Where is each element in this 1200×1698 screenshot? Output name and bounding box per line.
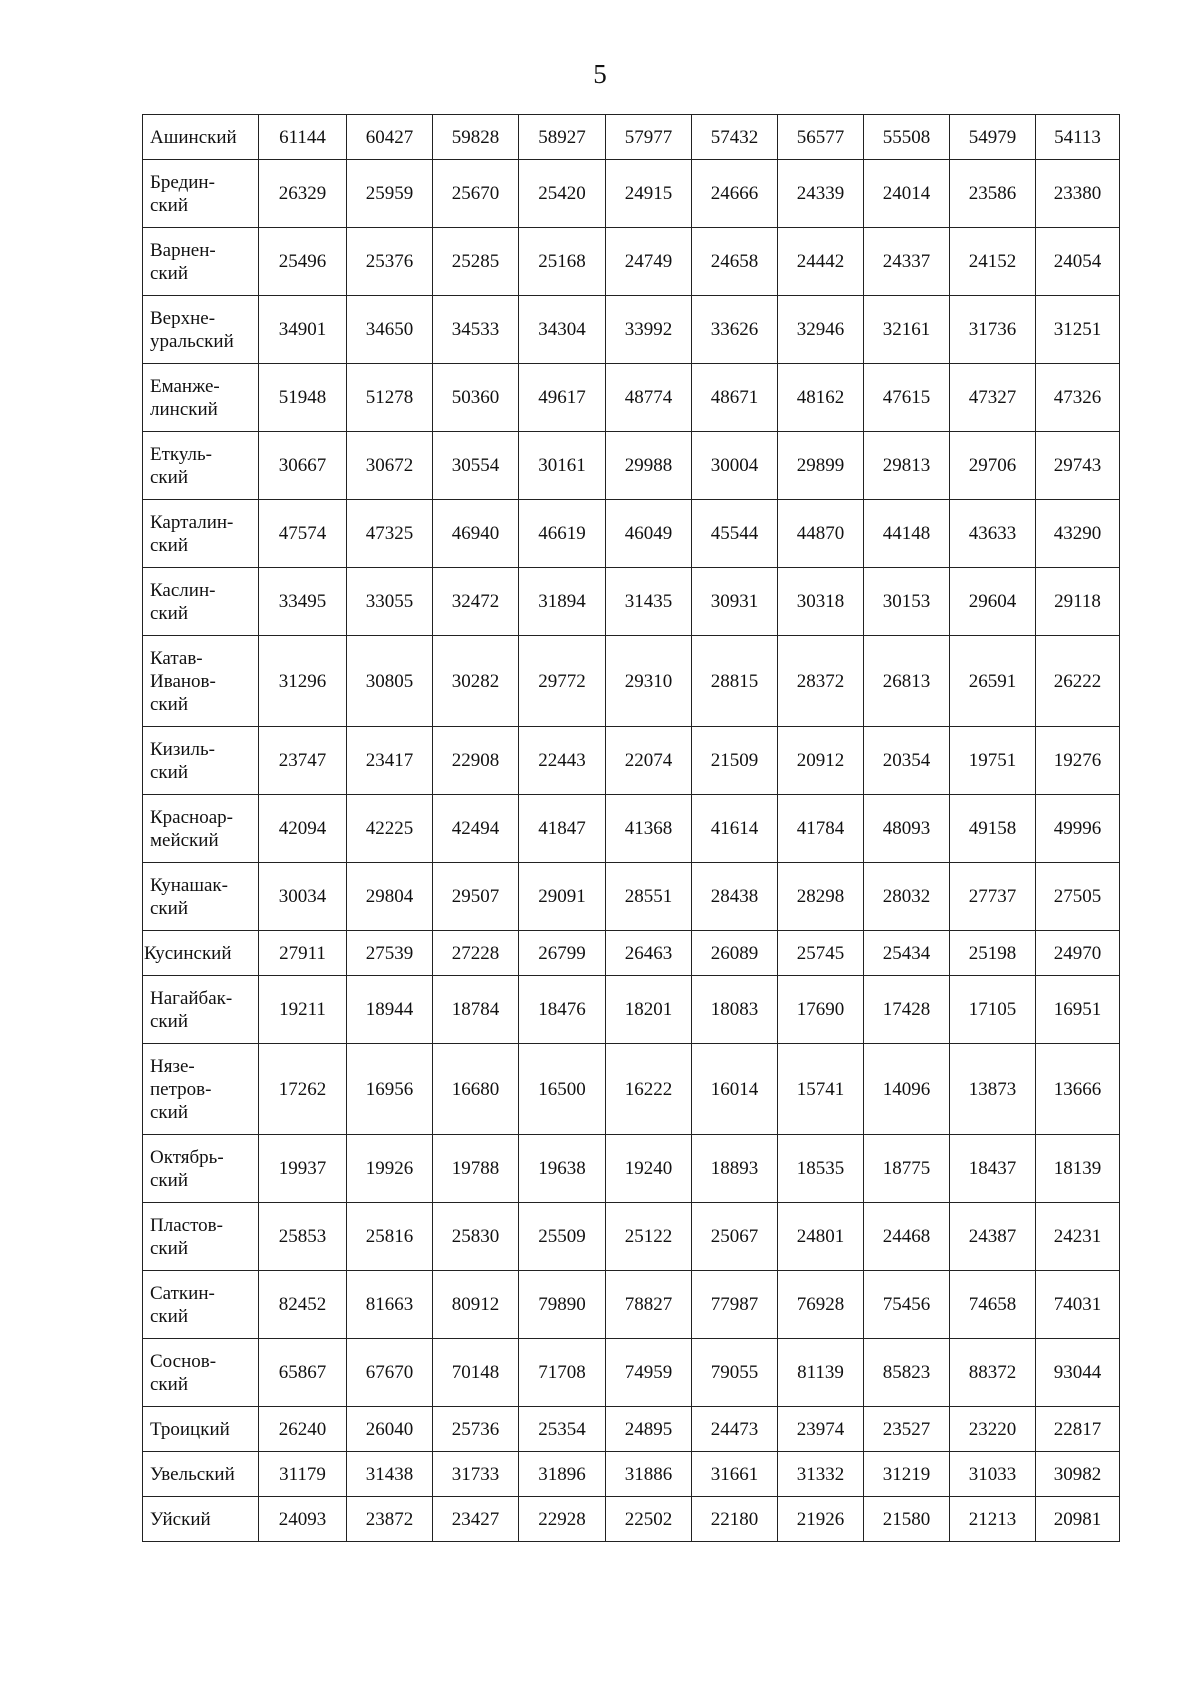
district-name-cell: Еманже- линский [143, 364, 259, 432]
value-cell: 30554 [433, 432, 519, 500]
value-cell: 54979 [950, 115, 1036, 160]
value-cell: 85823 [864, 1339, 950, 1407]
value-cell: 43290 [1036, 500, 1120, 568]
district-name-cell: Нязе- петров- ский [143, 1044, 259, 1135]
value-cell: 47326 [1036, 364, 1120, 432]
value-cell: 26240 [259, 1407, 347, 1452]
value-cell: 81663 [347, 1271, 433, 1339]
value-cell: 22074 [606, 727, 692, 795]
value-cell: 49617 [519, 364, 606, 432]
value-cell: 16500 [519, 1044, 606, 1135]
value-cell: 79890 [519, 1271, 606, 1339]
value-cell: 24895 [606, 1407, 692, 1452]
value-cell: 23974 [778, 1407, 864, 1452]
value-cell: 78827 [606, 1271, 692, 1339]
value-cell: 25198 [950, 931, 1036, 976]
value-cell: 71708 [519, 1339, 606, 1407]
value-cell: 21580 [864, 1497, 950, 1542]
value-cell: 49158 [950, 795, 1036, 863]
value-cell: 46619 [519, 500, 606, 568]
value-cell: 31733 [433, 1452, 519, 1497]
value-cell: 28551 [606, 863, 692, 931]
value-cell: 75456 [864, 1271, 950, 1339]
value-cell: 29772 [519, 636, 606, 727]
district-name-cell: Соснов- ский [143, 1339, 259, 1407]
value-cell: 74031 [1036, 1271, 1120, 1339]
value-cell: 61144 [259, 115, 347, 160]
value-cell: 19638 [519, 1135, 606, 1203]
value-cell: 18476 [519, 976, 606, 1044]
value-cell: 28372 [778, 636, 864, 727]
value-cell: 55508 [864, 115, 950, 160]
value-cell: 47327 [950, 364, 1036, 432]
value-cell: 65867 [259, 1339, 347, 1407]
value-cell: 54113 [1036, 115, 1120, 160]
value-cell: 25496 [259, 228, 347, 296]
table-row [143, 727, 1120, 795]
value-cell: 26463 [606, 931, 692, 976]
value-cell: 21509 [692, 727, 778, 795]
value-cell: 17428 [864, 976, 950, 1044]
district-name-cell: Карталин- ский [143, 500, 259, 568]
value-cell: 70148 [433, 1339, 519, 1407]
value-cell: 31332 [778, 1452, 864, 1497]
value-cell: 18083 [692, 976, 778, 1044]
value-cell: 42225 [347, 795, 433, 863]
value-cell: 31435 [606, 568, 692, 636]
value-cell: 17690 [778, 976, 864, 1044]
value-cell: 19926 [347, 1135, 433, 1203]
value-cell: 24473 [692, 1407, 778, 1452]
value-cell: 19937 [259, 1135, 347, 1203]
value-cell: 57977 [606, 115, 692, 160]
district-name-cell: Ашинский [143, 115, 259, 160]
value-cell: 31886 [606, 1452, 692, 1497]
value-cell: 30672 [347, 432, 433, 500]
table-row [143, 1339, 1120, 1407]
value-cell: 18775 [864, 1135, 950, 1203]
value-cell: 34901 [259, 296, 347, 364]
value-cell: 41368 [606, 795, 692, 863]
value-cell: 16956 [347, 1044, 433, 1135]
value-cell: 48093 [864, 795, 950, 863]
value-cell: 18139 [1036, 1135, 1120, 1203]
value-cell: 30318 [778, 568, 864, 636]
value-cell: 30004 [692, 432, 778, 500]
value-cell: 25434 [864, 931, 950, 976]
district-name-cell: Еткуль- ский [143, 432, 259, 500]
value-cell: 25736 [433, 1407, 519, 1452]
value-cell: 28815 [692, 636, 778, 727]
value-cell: 20354 [864, 727, 950, 795]
value-cell: 24468 [864, 1203, 950, 1271]
value-cell: 30667 [259, 432, 347, 500]
value-cell: 34533 [433, 296, 519, 364]
value-cell: 27737 [950, 863, 1036, 931]
value-cell: 29091 [519, 863, 606, 931]
value-cell: 29804 [347, 863, 433, 931]
value-cell: 34650 [347, 296, 433, 364]
table-row [143, 1497, 1120, 1542]
district-name-cell: Саткин- ский [143, 1271, 259, 1339]
value-cell: 30153 [864, 568, 950, 636]
table-row [143, 931, 1120, 976]
table-row [143, 1044, 1120, 1135]
value-cell: 25122 [606, 1203, 692, 1271]
value-cell: 24658 [692, 228, 778, 296]
value-cell: 13666 [1036, 1044, 1120, 1135]
value-cell: 24093 [259, 1497, 347, 1542]
value-cell: 29813 [864, 432, 950, 500]
population-table [142, 114, 1120, 1542]
value-cell: 25168 [519, 228, 606, 296]
value-cell: 23380 [1036, 160, 1120, 228]
value-cell: 23527 [864, 1407, 950, 1452]
value-cell: 16222 [606, 1044, 692, 1135]
value-cell: 22180 [692, 1497, 778, 1542]
value-cell: 21926 [778, 1497, 864, 1542]
value-cell: 48774 [606, 364, 692, 432]
table-row [143, 228, 1120, 296]
table-row [143, 1407, 1120, 1452]
table-row [143, 364, 1120, 432]
district-name-cell: Кунашак- ский [143, 863, 259, 931]
district-name-cell: Октябрь- ский [143, 1135, 259, 1203]
value-cell: 41784 [778, 795, 864, 863]
value-cell: 47325 [347, 500, 433, 568]
value-cell: 32161 [864, 296, 950, 364]
value-cell: 25745 [778, 931, 864, 976]
value-cell: 33055 [347, 568, 433, 636]
value-cell: 31736 [950, 296, 1036, 364]
value-cell: 17105 [950, 976, 1036, 1044]
table-row [143, 976, 1120, 1044]
district-name-cell: Нагайбак- ский [143, 976, 259, 1044]
value-cell: 25376 [347, 228, 433, 296]
district-name-cell: Троицкий [143, 1407, 259, 1452]
value-cell: 28032 [864, 863, 950, 931]
value-cell: 82452 [259, 1271, 347, 1339]
value-cell: 26222 [1036, 636, 1120, 727]
district-name-cell: Каслин- ский [143, 568, 259, 636]
value-cell: 50360 [433, 364, 519, 432]
value-cell: 43633 [950, 500, 1036, 568]
district-name-cell: Кусинский [143, 931, 259, 976]
value-cell: 26040 [347, 1407, 433, 1452]
value-cell: 30034 [259, 863, 347, 931]
value-cell: 30805 [347, 636, 433, 727]
value-cell: 24915 [606, 160, 692, 228]
value-cell: 46049 [606, 500, 692, 568]
value-cell: 29310 [606, 636, 692, 727]
value-cell: 81139 [778, 1339, 864, 1407]
page-number: 5 [593, 59, 607, 89]
value-cell: 19788 [433, 1135, 519, 1203]
value-cell: 31896 [519, 1452, 606, 1497]
value-cell: 29118 [1036, 568, 1120, 636]
value-cell: 24387 [950, 1203, 1036, 1271]
value-cell: 80912 [433, 1271, 519, 1339]
value-cell: 18535 [778, 1135, 864, 1203]
value-cell: 21213 [950, 1497, 1036, 1542]
value-cell: 42094 [259, 795, 347, 863]
value-cell: 46940 [433, 500, 519, 568]
value-cell: 20912 [778, 727, 864, 795]
value-cell: 58927 [519, 115, 606, 160]
value-cell: 28438 [692, 863, 778, 931]
value-cell: 16951 [1036, 976, 1120, 1044]
value-cell: 34304 [519, 296, 606, 364]
value-cell: 30931 [692, 568, 778, 636]
value-cell: 44148 [864, 500, 950, 568]
value-cell: 14096 [864, 1044, 950, 1135]
value-cell: 26329 [259, 160, 347, 228]
value-cell: 25959 [347, 160, 433, 228]
district-name-cell: Пластов- ский [143, 1203, 259, 1271]
value-cell: 23220 [950, 1407, 1036, 1452]
value-cell: 93044 [1036, 1339, 1120, 1407]
value-cell: 26799 [519, 931, 606, 976]
district-name-cell: Катав- Иванов- ский [143, 636, 259, 727]
value-cell: 25816 [347, 1203, 433, 1271]
value-cell: 23747 [259, 727, 347, 795]
district-name-cell: Уйский [143, 1497, 259, 1542]
value-cell: 30161 [519, 432, 606, 500]
value-cell: 30982 [1036, 1452, 1120, 1497]
table-body [143, 115, 1120, 1542]
value-cell: 28298 [778, 863, 864, 931]
value-cell: 27228 [433, 931, 519, 976]
value-cell: 60427 [347, 115, 433, 160]
value-cell: 56577 [778, 115, 864, 160]
value-cell: 42494 [433, 795, 519, 863]
table-row [143, 500, 1120, 568]
value-cell: 41614 [692, 795, 778, 863]
value-cell: 18784 [433, 976, 519, 1044]
value-cell: 26813 [864, 636, 950, 727]
table-row [143, 1135, 1120, 1203]
value-cell: 24337 [864, 228, 950, 296]
value-cell: 24666 [692, 160, 778, 228]
value-cell: 18944 [347, 976, 433, 1044]
value-cell: 18437 [950, 1135, 1036, 1203]
value-cell: 77987 [692, 1271, 778, 1339]
value-cell: 44870 [778, 500, 864, 568]
value-cell: 26591 [950, 636, 1036, 727]
value-cell: 31179 [259, 1452, 347, 1497]
value-cell: 31033 [950, 1452, 1036, 1497]
value-cell: 13873 [950, 1044, 1036, 1135]
value-cell: 24014 [864, 160, 950, 228]
value-cell: 31438 [347, 1452, 433, 1497]
value-cell: 25509 [519, 1203, 606, 1271]
value-cell: 33495 [259, 568, 347, 636]
value-cell: 41847 [519, 795, 606, 863]
value-cell: 31894 [519, 568, 606, 636]
table-row [143, 1203, 1120, 1271]
value-cell: 24970 [1036, 931, 1120, 976]
value-cell: 51948 [259, 364, 347, 432]
value-cell: 88372 [950, 1339, 1036, 1407]
value-cell: 22502 [606, 1497, 692, 1542]
value-cell: 19276 [1036, 727, 1120, 795]
value-cell: 23417 [347, 727, 433, 795]
value-cell: 31661 [692, 1452, 778, 1497]
table-row [143, 296, 1120, 364]
value-cell: 22908 [433, 727, 519, 795]
value-cell: 33992 [606, 296, 692, 364]
value-cell: 27539 [347, 931, 433, 976]
value-cell: 27911 [259, 931, 347, 976]
value-cell: 24749 [606, 228, 692, 296]
value-cell: 27505 [1036, 863, 1120, 931]
value-cell: 16014 [692, 1044, 778, 1135]
table-row [143, 863, 1120, 931]
value-cell: 25354 [519, 1407, 606, 1452]
value-cell: 29507 [433, 863, 519, 931]
value-cell: 24231 [1036, 1203, 1120, 1271]
value-cell: 49996 [1036, 795, 1120, 863]
value-cell: 22928 [519, 1497, 606, 1542]
value-cell: 22443 [519, 727, 606, 795]
value-cell: 18201 [606, 976, 692, 1044]
value-cell: 23586 [950, 160, 1036, 228]
value-cell: 24152 [950, 228, 1036, 296]
value-cell: 25670 [433, 160, 519, 228]
district-name-cell: Кизиль- ский [143, 727, 259, 795]
value-cell: 25853 [259, 1203, 347, 1271]
value-cell: 18893 [692, 1135, 778, 1203]
value-cell: 24054 [1036, 228, 1120, 296]
value-cell: 19240 [606, 1135, 692, 1203]
value-cell: 29706 [950, 432, 1036, 500]
value-cell: 31296 [259, 636, 347, 727]
table-row [143, 1271, 1120, 1339]
table-row [143, 568, 1120, 636]
value-cell: 19211 [259, 976, 347, 1044]
value-cell: 32472 [433, 568, 519, 636]
value-cell: 29604 [950, 568, 1036, 636]
table-row [143, 115, 1120, 160]
value-cell: 24442 [778, 228, 864, 296]
value-cell: 45544 [692, 500, 778, 568]
value-cell: 24339 [778, 160, 864, 228]
table-row [143, 432, 1120, 500]
value-cell: 25830 [433, 1203, 519, 1271]
value-cell: 47615 [864, 364, 950, 432]
district-name-cell: Бредин- ский [143, 160, 259, 228]
value-cell: 47574 [259, 500, 347, 568]
value-cell: 25067 [692, 1203, 778, 1271]
value-cell: 57432 [692, 115, 778, 160]
value-cell: 22817 [1036, 1407, 1120, 1452]
value-cell: 25285 [433, 228, 519, 296]
value-cell: 48671 [692, 364, 778, 432]
value-cell: 48162 [778, 364, 864, 432]
value-cell: 15741 [778, 1044, 864, 1135]
value-cell: 30282 [433, 636, 519, 727]
value-cell: 26089 [692, 931, 778, 976]
value-cell: 20981 [1036, 1497, 1120, 1542]
value-cell: 33626 [692, 296, 778, 364]
district-name-cell: Красноар- мейский [143, 795, 259, 863]
value-cell: 79055 [692, 1339, 778, 1407]
value-cell: 24801 [778, 1203, 864, 1271]
value-cell: 19751 [950, 727, 1036, 795]
district-name-cell: Верхне- уральский [143, 296, 259, 364]
value-cell: 31219 [864, 1452, 950, 1497]
district-name-cell: Варнен- ский [143, 228, 259, 296]
table-row [143, 636, 1120, 727]
district-name-cell: Увельский [143, 1452, 259, 1497]
value-cell: 74658 [950, 1271, 1036, 1339]
value-cell: 59828 [433, 115, 519, 160]
value-cell: 29743 [1036, 432, 1120, 500]
table-row [143, 1452, 1120, 1497]
value-cell: 31251 [1036, 296, 1120, 364]
value-cell: 67670 [347, 1339, 433, 1407]
value-cell: 16680 [433, 1044, 519, 1135]
value-cell: 23872 [347, 1497, 433, 1542]
table-row [143, 160, 1120, 228]
value-cell: 23427 [433, 1497, 519, 1542]
value-cell: 32946 [778, 296, 864, 364]
value-cell: 74959 [606, 1339, 692, 1407]
value-cell: 51278 [347, 364, 433, 432]
value-cell: 29988 [606, 432, 692, 500]
value-cell: 29899 [778, 432, 864, 500]
value-cell: 17262 [259, 1044, 347, 1135]
value-cell: 76928 [778, 1271, 864, 1339]
table-row [143, 795, 1120, 863]
value-cell: 25420 [519, 160, 606, 228]
